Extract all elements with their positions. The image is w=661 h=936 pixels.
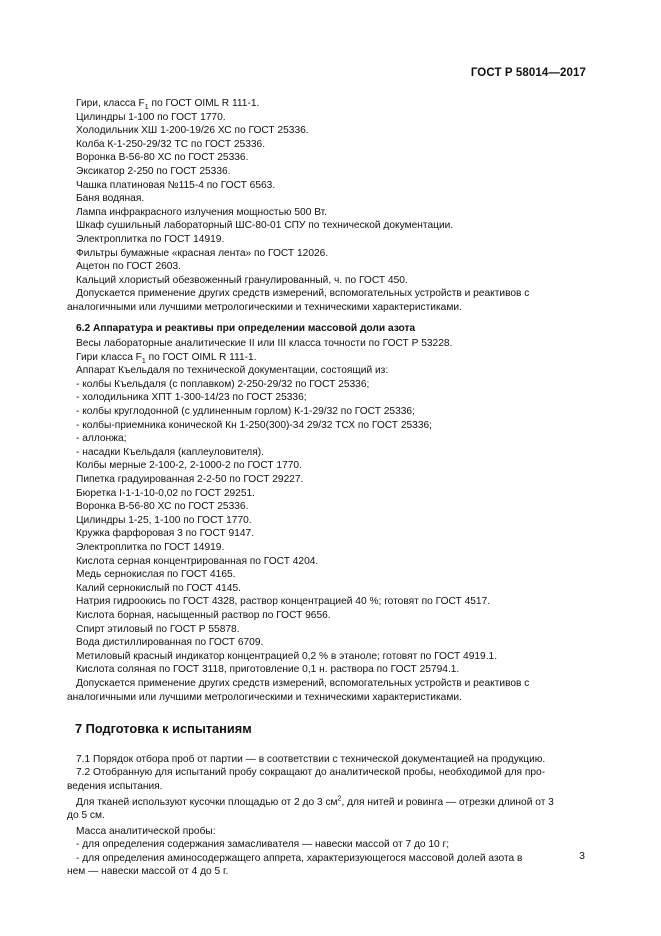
list-item: - холодильника ХПТ 1-300-14/23 по ГОСТ 25336; <box>76 392 307 404</box>
list-item: нем — навески массой от 4 до 5 г. <box>67 866 229 878</box>
list-item: Чашка платиновая №115-4 по ГОСТ 6563. <box>76 179 276 191</box>
list-item-text: Гири, класса F <box>76 98 145 109</box>
subsection-title: 6.2 Аппаратура и реактивы при определении массовой доли азота <box>76 322 416 334</box>
list-item: Ацетон по ГОСТ 2603. <box>76 261 181 273</box>
paragraph-line: 7.1 Порядок отбора проб от партии — в соответствии с технической документацией на продукцию. <box>76 753 546 765</box>
subscript: 1 <box>141 357 146 365</box>
list-item: - колбы-приемника конической Кн 1-250(300)-34 29/32 ТСХ по ГОСТ 25336; <box>76 419 432 431</box>
list-item <box>76 351 586 365</box>
list-item: Кружка фарфоровая 3 по ГОСТ 9147. <box>76 528 255 540</box>
list-item-text: по ГОСТ OIML R 111-1. <box>145 351 257 363</box>
list-item: - колбы круглодонной (с удлиненным горлом) К-1-29/32 по ГОСТ 25336; <box>76 406 415 418</box>
list-item: Электроплитка по ГОСТ 14919. <box>76 233 225 245</box>
list-item <box>76 97 586 111</box>
section-title: 7 Подготовка к испытаниям <box>75 721 252 737</box>
list-item: Спирт этиловый по ГОСТ Р 55878. <box>76 623 240 635</box>
list-item: Баня водяная. <box>76 193 145 205</box>
list-item: Колбы мерные 2-100-2, 2-1000-2 по ГОСТ 1770. <box>76 460 302 472</box>
list-item: - для определения содержания замасливателя — навески массой от 7 до 10 г; <box>76 839 450 851</box>
list-item: Воронка В-56-80 ХС по ГОСТ 25336. <box>76 152 249 164</box>
list-item: Шкаф сушильный лабораторный ШС-80-01 СПУ по технической документации. <box>76 220 454 232</box>
document-number: ГОСТ Р 58014—2017 <box>470 67 586 79</box>
list-item: Колба К-1-250-29/32 ТС по ГОСТ 25336. <box>76 138 266 150</box>
list-item: Пипетка градуированная 2-2-50 по ГОСТ 29227. <box>76 474 304 486</box>
paragraph-text: , для нитей и ровинга — отрезки длиной от 3 <box>341 796 554 808</box>
list-item-text: Гири класса F <box>76 351 142 363</box>
paragraph-line: до 5 см. <box>67 810 105 822</box>
list-item: - для определения аминосодержащего аппрета, характеризующегося массовой долей азота в <box>76 852 523 864</box>
list-item: Калий сернокислый по ГОСТ 4145. <box>76 582 241 594</box>
subscript: 1 <box>144 104 149 112</box>
paragraph-line: Масса аналитической пробы: <box>76 825 216 837</box>
list-item: Метиловый красный индикатор концентрацией 0,2 % в этаноле; готовят по ГОСТ 4919.1. <box>76 650 498 662</box>
allowance-note-line: аналогичными или лучшими метрологическими и техническими характеристиками. <box>67 691 462 703</box>
allowance-note-line: аналогичными или лучшими метрологическими и техническими характеристиками. <box>67 301 462 313</box>
list-item: Фильтры бумажные «красная лента» по ГОСТ 12026. <box>76 247 329 259</box>
list-item: Эксикатор 2-250 по ГОСТ 25336. <box>76 165 231 177</box>
list-item: Медь сернокислая по ГОСТ 4165. <box>76 569 236 581</box>
allowance-note-line: Допускается применение других средств измерений, вспомогательных устройств и реактивов с <box>76 677 530 689</box>
list-item: Бюретка I-1-1-10-0,02 по ГОСТ 29251. <box>76 487 255 499</box>
paragraph-line: 7.2 Отобранную для испытаний пробу сокращают до аналитической пробы, необходимой для про- <box>76 767 546 779</box>
list-item: Кислота соляная по ГОСТ 3118, приготовление 0,1 н. раствора по ГОСТ 25794.1. <box>76 664 460 676</box>
paragraph-text: Для тканей используют кусочки площадью от 2 до 3 см <box>76 796 338 808</box>
list-item: Вода дистиллированная по ГОСТ 6709. <box>76 637 264 649</box>
list-item: Цилиндры 1-100 по ГОСТ 1770. <box>76 111 226 123</box>
list-item: Цилиндры 1-25, 1-100 по ГОСТ 1770. <box>76 514 252 526</box>
list-item: Кислота серная концентрированная по ГОСТ 4204. <box>76 555 319 567</box>
list-item: - насадки Къельдаля (каплеуловителя). <box>76 446 264 458</box>
page-number: 3 <box>579 850 585 862</box>
list-item: - аллонжа; <box>76 433 127 445</box>
list-item: Воронка В-56-80 ХС по ГОСТ 25336. <box>76 501 249 513</box>
list-item-text: по ГОСТ OIML R 111-1. <box>148 98 260 109</box>
list-item: Натрия гидроокись по ГОСТ 4328, раствор концентрацией 40 %; готовят по ГОСТ 4517. <box>76 596 491 608</box>
list-item: Лампа инфракрасного излучения мощностью 500 Вт. <box>76 206 328 218</box>
list-item: Электроплитка по ГОСТ 14919. <box>76 542 225 553</box>
list-item: Кислота борная, насыщенный раствор по ГОСТ 9656. <box>76 609 331 621</box>
paragraph-line <box>76 796 586 810</box>
list-item: Холодильник ХШ 1-200-19/26 ХС по ГОСТ 25336. <box>76 125 309 137</box>
allowance-note-line: Допускается применение других средств измерений, вспомогательных устройств и реактивов с <box>76 288 530 300</box>
list-item: Весы лабораторные аналитические II или III класса точности по ГОСТ Р 53228. <box>76 338 453 350</box>
list-item: - колбы Къельдаля (с поплавком) 2-250-29/32 по ГОСТ 25336; <box>76 378 370 390</box>
page-content <box>67 97 586 879</box>
list-item: Аппарат Къельдаля по технической документации, состоящий из: <box>76 365 389 377</box>
list-item: Кальций хлористый обезвоженный гранулированный, ч. по ГОСТ 450. <box>76 274 408 286</box>
paragraph-line: ведения испытания. <box>67 780 163 792</box>
superscript: 2 <box>337 795 342 803</box>
